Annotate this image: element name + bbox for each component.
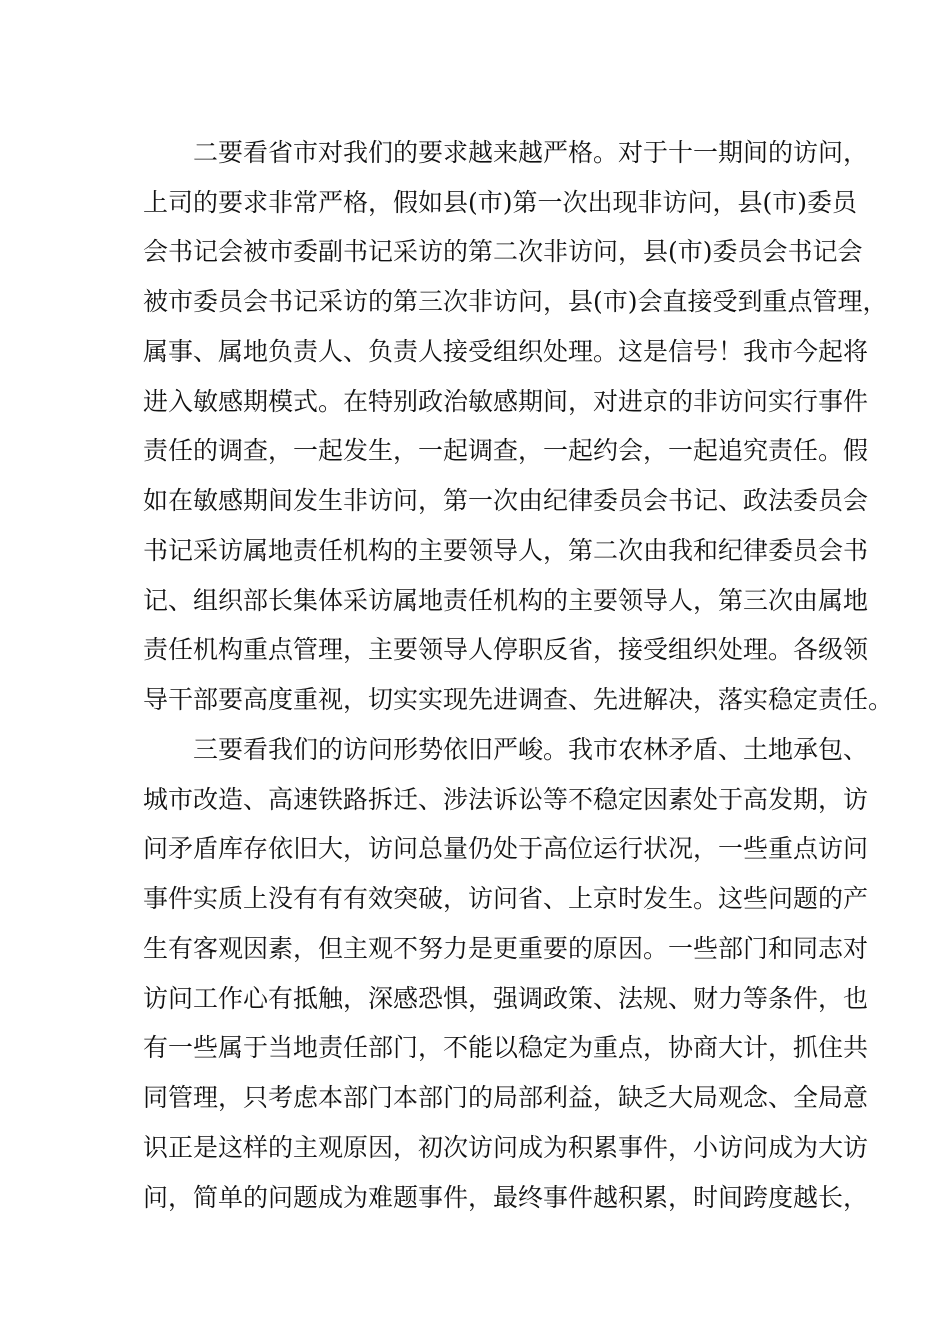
text-line: 导干部要高度重视，切实实现先进调查、先进解决，落实稳定责任。: [143, 685, 894, 714]
text-line: 责任机构重点管理，主要领导人停职反省，接受组织处理。各级领: [143, 635, 869, 664]
text-line: 城市改造、高速铁路拆迁、涉法诉讼等不稳定因素处于高发期，访: [143, 785, 869, 814]
text-line: 二要看省市对我们的要求越来越严格。对于十一期间的访问，: [193, 138, 869, 167]
text-line: 会书记会被市委副书记采访的第二次非访问，县(市)委员会书记会: [143, 237, 863, 266]
text-line: 三要看我们的访问形势依旧严峻。我市农林矛盾、土地承包、: [193, 735, 869, 764]
text-line: 有一些属于当地责任部门，不能以稳定为重点，协商大计，抓住共: [143, 1033, 869, 1062]
text-line: 生有客观因素，但主观不努力是更重要的原因。一些部门和同志对: [143, 934, 869, 963]
text-line: 被市委员会书记采访的第三次非访问，县(市)会直接受到重点管理，: [143, 287, 888, 316]
text-line: 进入敏感期模式。在特别政治敏感期间，对进京的非访问实行事件: [143, 387, 869, 416]
text-line: 责任的调查，一起发生，一起调查，一起约会，一起追究责任。假: [143, 436, 869, 465]
text-line: 事件实质上没有有有效突破，访问省、上京时发生。这些问题的产: [143, 884, 869, 913]
text-line: 上司的要求非常严格，假如县(市)第一次出现非访问，县(市)委员: [143, 188, 858, 217]
text-line: 如在敏感期间发生非访问，第一次由纪律委员会书记、政法委员会: [143, 486, 869, 515]
text-line: 记、组织部长集体采访属地责任机构的主要领导人，第三次由属地: [143, 586, 869, 615]
text-line: 书记采访属地责任机构的主要领导人，第二次由我和纪律委员会书: [143, 536, 869, 565]
text-line: 问矛盾库存依旧大，访问总量仍处于高位运行状况，一些重点访问: [143, 834, 869, 863]
text-line: 问，简单的问题成为难题事件，最终事件越积累，时间跨度越长，: [143, 1183, 869, 1212]
text-line: 访问工作心有抵触，深感恐惧，强调政策、法规、财力等条件，也: [143, 984, 869, 1013]
text-line: 同管理，只考虑本部门本部门的局部利益，缺乏大局观念、全局意: [143, 1083, 869, 1112]
text-line: 识正是这样的主观原因，初次访问成为积累事件，小访问成为大访: [143, 1133, 869, 1162]
text-line: 属事、属地负责人、负责人接受组织处理。这是信号！我市今起将: [143, 337, 869, 366]
